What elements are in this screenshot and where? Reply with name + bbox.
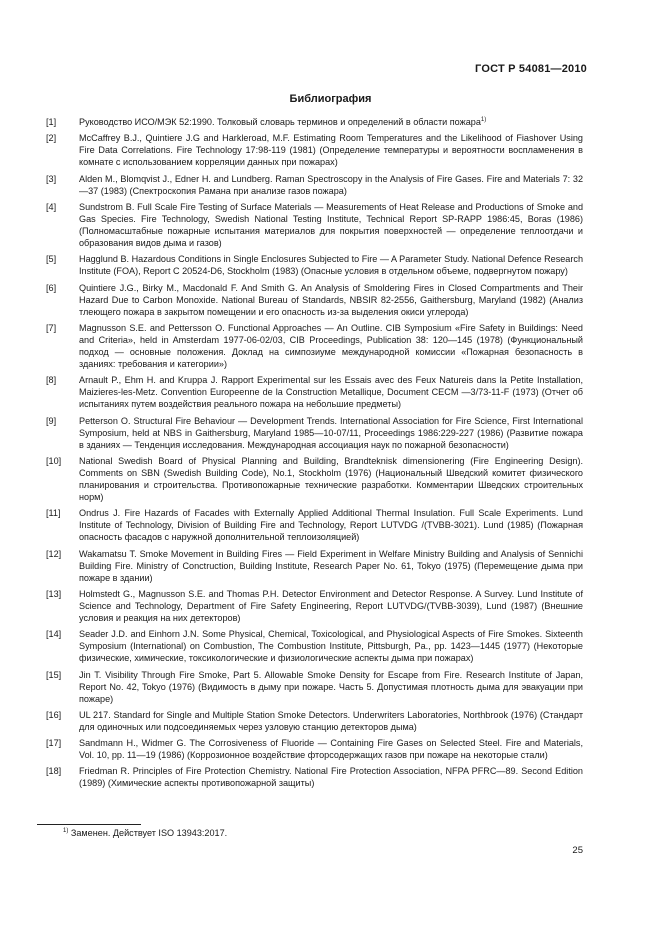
reference-number: [17] bbox=[46, 738, 62, 749]
reference-item bbox=[46, 132, 583, 168]
reference-item bbox=[46, 173, 583, 197]
reference-body: Sandmann H., Widmer G. The Corrosiveness of Fluoride — Containing Fire Gases on Selected Steel. Fire and Materials, Vol. 10, pp. 11—19 (1986) (Коррозионное воздействие фторсодержащих газов при пожаре на некоторые стали) bbox=[79, 738, 583, 761]
reference-text bbox=[79, 374, 583, 410]
standard-code: ГОСТ Р 54081—2010 bbox=[475, 63, 587, 75]
reference-body: Sundstrom B. Full Scale Fire Testing of Surface Materials — Measurements of Heat Release and Productions of Smoke and Gas Species. Fire Technology, Swedish National Testing Institute, Technical Report SP-RAPP 1986:45, Boras (1986) (Полномасштабные пожарные испытания материалов для покрытия поверхностей — определение теплоотдачи и образования видов дыма и газов) bbox=[79, 201, 583, 248]
reference-text bbox=[79, 173, 583, 197]
reference-item bbox=[46, 116, 583, 128]
reference-item bbox=[46, 322, 583, 370]
reference-text bbox=[79, 548, 583, 584]
reference-number: [2] bbox=[46, 133, 57, 144]
reference-item bbox=[46, 374, 583, 410]
reference-text bbox=[79, 415, 583, 451]
reference-number: [12] bbox=[46, 548, 62, 559]
footnote-text: Заменен. Действует ISO 13943:2017. bbox=[70, 828, 228, 838]
reference-item bbox=[46, 507, 583, 543]
reference-number: [8] bbox=[46, 375, 57, 386]
reference-body: Wakamatsu T. Smoke Movement in Building Fires — Field Experiment in Welfare Ministry Building and Analysis of Sennichi Building Fire. Ministry of Conctruction, Building Institute, Research Paper No. 61, Tokyo (1975) (Перемещение дыма при пожаре в здании) bbox=[79, 548, 583, 583]
reference-number: [13] bbox=[46, 588, 62, 599]
reference-item bbox=[46, 455, 583, 503]
reference-number: [3] bbox=[46, 173, 57, 184]
reference-body: McCaffrey B.J., Quintiere J.G and Harkleroad, M.F. Estimating Room Temperatures and the Likelihood of Fiashover Using Fire Data Correlations. Fire Technology 17:98-119 (1981) (Определение температуры и вероятности воспламенения в комнате с использованием корреляции данных при пожарах) bbox=[79, 133, 583, 168]
reference-item bbox=[46, 737, 583, 761]
page-title: Библиография bbox=[289, 93, 372, 105]
reference-item bbox=[46, 282, 583, 318]
footnote-divider bbox=[37, 824, 141, 825]
reference-number: [14] bbox=[46, 629, 62, 640]
reference-text bbox=[79, 669, 583, 705]
reference-body: UL 217. Standard for Single and Multiple Station Smoke Detectors. Underwriters Laboratories, Northbrook (1976) (Стандарт для одиночных или подсоединяемых через узловую станцию детекторов дыма) bbox=[79, 709, 583, 732]
reference-body: Quintiere J.G., Birky M., Macdonald F. And Smith G. An Analysis of Smoldering Fires in Closed Compartments and Their Hazard Due to Carbon Monoxide. National Bureau of Standards, NBSIR 82-2556, Gaithersburg, Maryland (1982) (Анализ тлеющего пожара в закрытом помещении и его опасность из-за выделения окиси углерода) bbox=[79, 282, 583, 317]
reference-item bbox=[46, 588, 583, 624]
reference-footnote-mark: 1) bbox=[480, 117, 487, 123]
reference-number: [1] bbox=[46, 117, 57, 127]
reference-item bbox=[46, 669, 583, 705]
reference-text bbox=[79, 116, 583, 128]
reference-item bbox=[46, 415, 583, 451]
reference-text bbox=[79, 282, 583, 318]
reference-text bbox=[79, 765, 583, 789]
reference-number: [10] bbox=[46, 455, 62, 466]
reference-number: [7] bbox=[46, 322, 57, 333]
reference-text bbox=[79, 132, 583, 168]
reference-number: [4] bbox=[46, 201, 57, 212]
reference-number: [11] bbox=[46, 508, 61, 519]
footnote-mark: 1) bbox=[63, 828, 69, 834]
reference-number: [9] bbox=[46, 415, 57, 426]
reference-item bbox=[46, 709, 583, 733]
reference-number: [18] bbox=[46, 766, 62, 777]
page-number: 25 bbox=[572, 845, 583, 856]
reference-body: Magnusson S.E. and Pettersson O. Functional Approaches — An Outline. CIB Symposium «Fire Safety in Buildings: Need and Criteria», held in Amsterdam 1977-06-02/03, CIB Proceedings, Publication 38: 120—145 (1978) (Функциональный подход — основные положения. Доклад на симпозиуме международной комиссии «Пожарная безопасность в зданиях: требования и категории») bbox=[79, 322, 583, 369]
reference-body: Ondrus J. Fire Hazards of Facades with Externally Applied Additional Thermal Insulation. Full Scale Experiments. Lund Institute of Technology, Division of Building Fire and Technology, Report LUTVDG /(TVBB-3021). Lund (1985) (Пожарная опасность фасадов с наружной дополнительной теплоизоляцией) bbox=[79, 508, 583, 543]
reference-body: Friedman R. Principles of Fire Protection Chemistry. National Fire Protection Association, NFPA PFRC—89. Second Edition (1989) (Химические аспекты противопожарной защиты) bbox=[79, 766, 583, 789]
reference-body: Seader J.D. and Einhorn J.N. Some Physical, Chemical, Toxicological, and Physiological Aspects of Fire Smokes. Sixteenth Symposium (International) on Combustion, The Combustion Institute, Pittsburgh, Pa., pp. 1423—1445 (1977) (Некоторые физические, химические, токсикологические и физиологические аспекты дыма при пожарах) bbox=[79, 629, 583, 664]
reference-body: Arnault P., Ehm H. and Kruppa J. Rapport Experimental sur les Essais avec des Feux Natureis dans la Petite Installation, Maizieres-les-Metz. Convention Europeenne de la Construction Metallique, Document CECM —3/73-11-F (1973) (Отчет об испытаниях путем воздействия реального пожара на небольшие предметы) bbox=[79, 375, 583, 410]
reference-text bbox=[79, 737, 583, 761]
reference-text bbox=[79, 507, 583, 543]
reference-text bbox=[79, 253, 583, 277]
reference-number: [15] bbox=[46, 669, 62, 680]
bibliography-list bbox=[46, 116, 583, 794]
reference-item bbox=[46, 548, 583, 584]
reference-text bbox=[79, 588, 583, 624]
reference-number: [16] bbox=[46, 709, 62, 720]
reference-body: Jin T. Visibility Through Fire Smoke, Part 5. Allowable Smoke Density for Escape from Fire. Research Institute of Japan, Report No. 42, Tokyo (1976) (Видимость в дыму при пожаре. Часть 5. Допустимая плотность дыма для эвакуации при пожаре) bbox=[79, 669, 583, 704]
footnote bbox=[63, 828, 227, 838]
reference-item bbox=[46, 201, 583, 249]
reference-item bbox=[46, 628, 583, 664]
reference-number: [6] bbox=[46, 282, 57, 293]
reference-number: [5] bbox=[46, 254, 57, 265]
reference-body: Руководство ИСО/МЭК 52:1990. Толковый словарь терминов и определений в области пожара bbox=[79, 117, 481, 127]
reference-body: National Swedish Board of Physical Planning and Building, Brandteknisk dimensionering (Fire Engineering Design). Comments on SBN (Swedish Building Code), No.1, Stockholm (1976) (Национальный Шведский комитет физического планирования и строительства. Противопожарные технические разработки. Комментарии Шведских строительных норм) bbox=[79, 455, 583, 502]
reference-text bbox=[79, 455, 583, 503]
reference-text bbox=[79, 322, 583, 370]
reference-body: Holmstedt G., Magnusson S.E. and Thomas P.H. Detector Environment and Detector Response. A Survey. Lund Institute of Science and Technology, Department of Fire Safety Engineering, Report LUTVDG/(TVBB-3039), Lund (1987) (Внешние условия и реакция на них детекторов) bbox=[79, 588, 583, 623]
reference-text bbox=[79, 201, 583, 249]
reference-body: Petterson O. Structural Fire Behaviour — Development Trends. International Association for Fire Science, First International Symposium, held at NBS in Gaithersburg, Maryland 1985—10-07/11, Proceedings 1986:229-227 (1986) (Развитие пожара в зданиях — Тенденция исследования. Международная ассоциация наук по пожарной безопасности) bbox=[79, 415, 583, 450]
reference-body: Alden M., Blomqvist J., Edner H. and Lundberg. Raman Spectroscopy in the Analysis of Fire Gases. Fire and Materials 7: 32—37 (1983) (Спектроскопия Рамана при анализе газов пожара) bbox=[79, 173, 583, 196]
reference-body: Hagglund B. Hazardous Conditions in Single Enclosures Subjected to Fire — A Parameter Study. National Defence Research Institute (FOA), Report C 20524-D6, Stockholm (1983) (Опасные условия в отдельном объеме, подвергнутом пожару) bbox=[79, 254, 583, 277]
reference-text bbox=[79, 628, 583, 664]
reference-item bbox=[46, 765, 583, 789]
reference-item bbox=[46, 253, 583, 277]
reference-text bbox=[79, 709, 583, 733]
